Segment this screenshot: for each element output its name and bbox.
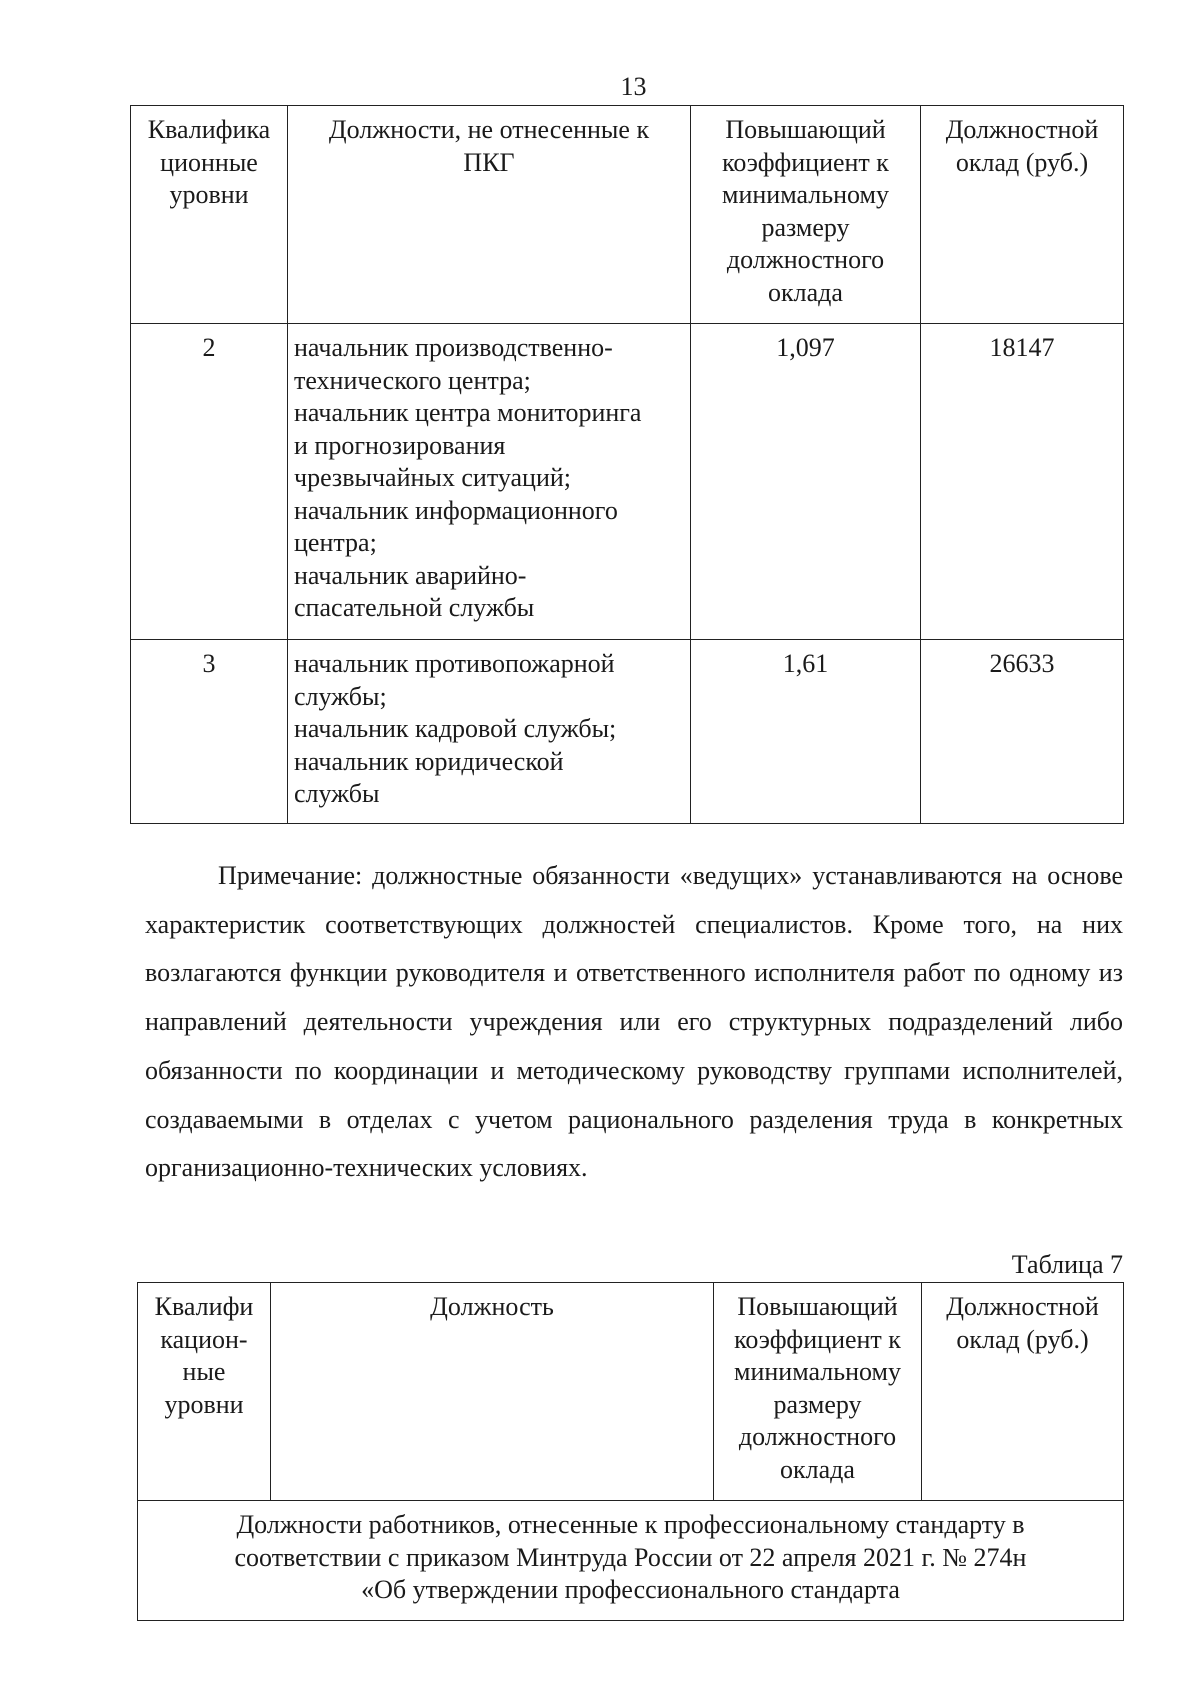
- table-header-row: [138, 1283, 1124, 1501]
- cell-coefficient: 1,097: [691, 324, 921, 640]
- table-caption: Таблица 7: [1011, 1250, 1123, 1279]
- table-section-row: [138, 1501, 1124, 1621]
- page-number: 13: [620, 72, 647, 101]
- header-salary: Должностной оклад (руб.): [921, 106, 1124, 324]
- cell-positions: начальник противопожарной службы; начальник кадровой службы; начальник юридической службы: [288, 640, 691, 824]
- header-qualification-levels: Квалифика ционные уровни: [131, 106, 288, 324]
- cell-salary: 26633: [921, 640, 1124, 824]
- cell-positions: начальник производственно- технического центра; начальник центра мониторинга и прогнозирования чрезвычайных ситуаций; начальник информационного центра; начальник аварийно- спасательной службы: [288, 324, 691, 640]
- salary-table-2: [137, 1282, 1124, 1621]
- salary-table-1: [130, 105, 1124, 824]
- header-positions: Должности, не отнесенные к ПКГ: [288, 106, 691, 324]
- cell-coefficient: 1,61: [691, 640, 921, 824]
- note-text: Примечание: должностные обязанности «ведущих» устанавливаются на основе характеристик соответствующих должностей специалистов. Кроме того, на них возлагаются функции руководителя и ответственного исполнителя работ по одному из направлений деятельности учреждения или его структурных подразделений либо обязанности по координации и методическому руководству группами исполнителей, создаваемыми в отделах с учетом рационального разделения труда в конкретных организационно-технических условиях.: [145, 861, 1123, 1183]
- header-coefficient: Повышающий коэффициент к минимальному размеру должностного оклада: [691, 106, 921, 324]
- table-header-row: [131, 106, 1124, 324]
- cell-level: 2: [131, 324, 288, 640]
- cell-salary: 18147: [921, 324, 1124, 640]
- header-salary: Должностной оклад (руб.): [922, 1283, 1124, 1501]
- cell-level: 3: [131, 640, 288, 824]
- header-qualification-levels: Квалифи кацион- ные уровни: [138, 1283, 271, 1501]
- note-paragraph: [145, 852, 1123, 1193]
- table-row: [131, 640, 1124, 824]
- header-position: Должность: [271, 1283, 714, 1501]
- section-heading: Должности работников, отнесенные к профессиональному стандарту в соответствии с приказом Минтруда России от 22 апреля 2021 г. № 274н «Об утверждении профессионального стандарта: [138, 1501, 1124, 1621]
- table-row: [131, 324, 1124, 640]
- header-coefficient: Повышающий коэффициент к минимальному размеру должностного оклада: [714, 1283, 922, 1501]
